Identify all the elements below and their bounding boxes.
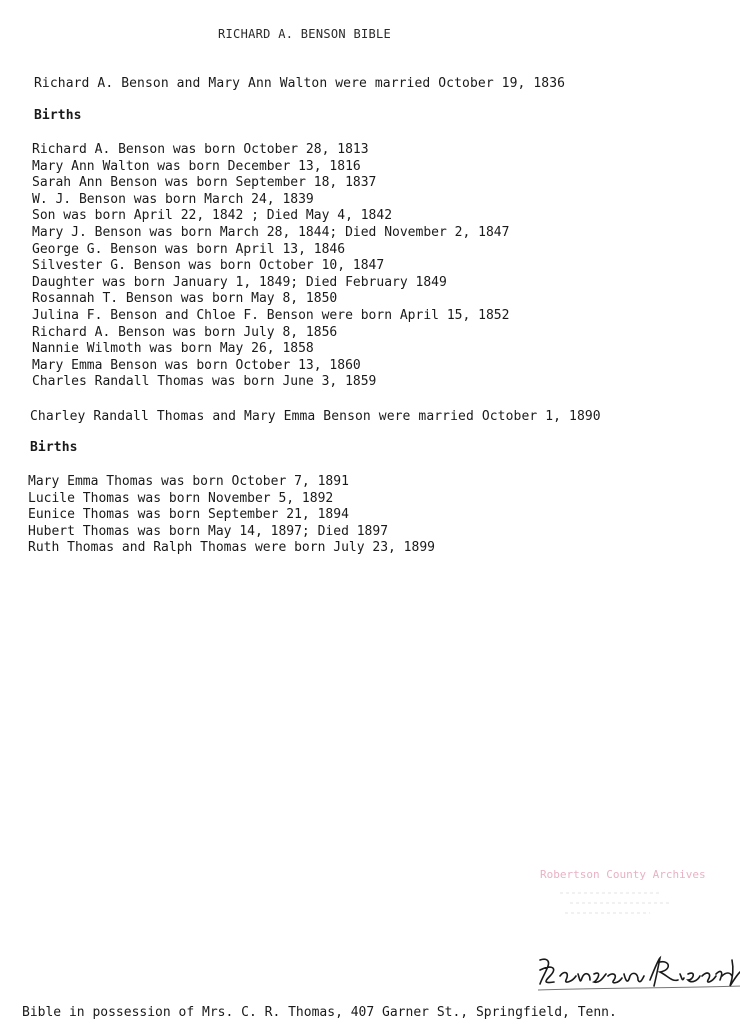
footer-note: Bible in possession of Mrs. C. R. Thomas, 407 Garner St., Springfield, Tenn.: [22, 1005, 617, 1020]
birth-entry: Lucile Thomas was born November 5, 1892: [28, 490, 334, 506]
birth-entry: Mary Ann Walton was born December 13, 1816: [32, 158, 361, 174]
marriage-record-1: Richard A. Benson and Mary Ann Walton were married October 19, 1836: [34, 76, 566, 91]
document-title: RICHARD A. BENSON BIBLE: [218, 27, 392, 41]
birth-entry: Silvester G. Benson was born October 10, 1847: [32, 258, 385, 274]
birth-entry: W. J. Benson was born March 24, 1839: [32, 191, 314, 207]
birth-entry: Mary Emma Thomas was born October 7, 1891: [28, 474, 349, 489]
birth-entry: Mary Emma Benson was born October 13, 1860: [32, 357, 361, 373]
marriage-record-2: Charley Randall Thomas and Mary Emma Benson were married October 1, 1890: [30, 409, 601, 424]
birth-entry: Hubert Thomas was born May 14, 1897; Died 1897: [28, 523, 389, 539]
birth-entry: Charles Randall Thomas was born June 3, 1859: [32, 374, 377, 390]
births-list-1: [32, 142, 509, 391]
birth-entry: Julina F. Benson and Chloe F. Benson were born April 15, 1852: [32, 307, 510, 323]
birth-entry: Ruth Thomas and Ralph Thomas were born July 23, 1899: [28, 540, 435, 556]
archive-stamp: [540, 868, 730, 938]
handwritten-signature: [536, 950, 740, 995]
births-heading-2: Births: [30, 440, 78, 455]
birth-entry: Richard A. Benson was born October 28, 1813: [32, 142, 369, 157]
birth-entry: Son was born April 22, 1842 ; Died May 4, 1842: [32, 208, 393, 224]
births-list-2: [28, 474, 435, 557]
birth-entry: Nannie Wilmoth was born May 26, 1858: [32, 341, 314, 357]
stamp-lines-icon: [540, 887, 730, 920]
birth-entry: Sarah Ann Benson was born September 18, 1837: [32, 175, 377, 191]
birth-entry: George G. Benson was born April 13, 1846: [32, 241, 346, 257]
birth-entry: Rosannah T. Benson was born May 8, 1850: [32, 291, 338, 307]
birth-entry: Richard A. Benson was born July 8, 1856: [32, 324, 338, 340]
birth-entry: Mary J. Benson was born March 28, 1844; Died November 2, 1847: [32, 224, 510, 240]
births-heading-1: Births: [34, 108, 82, 123]
birth-entry: Daughter was born January 1, 1849; Died February 1849: [32, 274, 447, 290]
stamp-text: Robertson County Archives: [540, 868, 706, 881]
birth-entry: Eunice Thomas was born September 21, 1894: [28, 507, 349, 523]
